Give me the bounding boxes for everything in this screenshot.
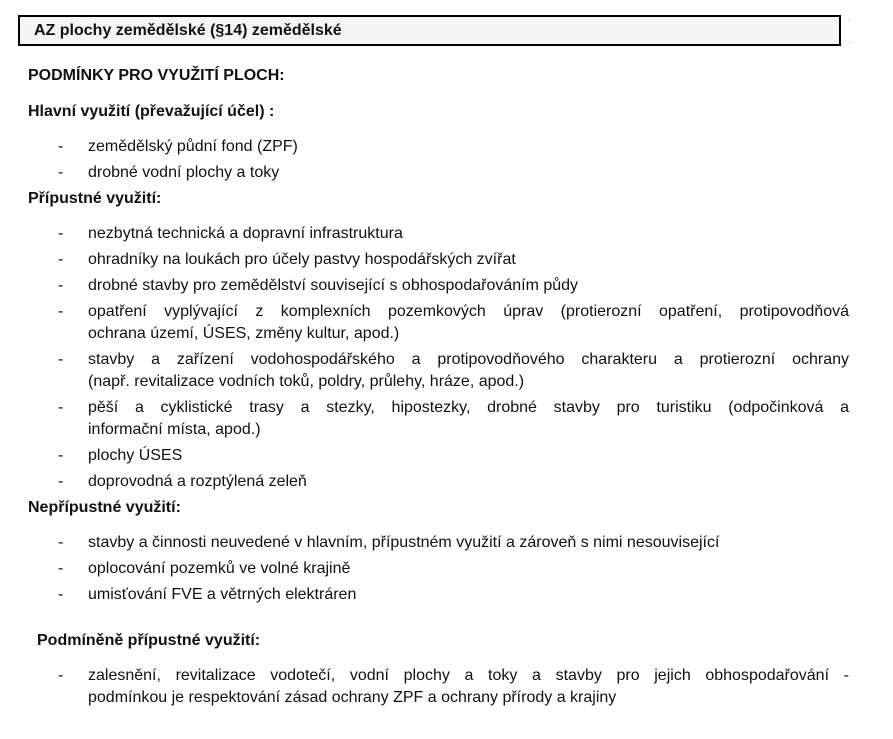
list-item-text <box>88 301 849 345</box>
list-item-text <box>88 532 849 554</box>
list-item-text <box>88 471 849 493</box>
list-item <box>58 349 849 393</box>
list-item-text <box>88 397 849 441</box>
list-item <box>58 665 849 709</box>
list-item-text <box>88 136 849 158</box>
bullet-dash: - <box>58 534 64 551</box>
item-line: umisťování FVE a větrných elektráren <box>88 586 357 603</box>
bullet-dash: - <box>58 225 64 242</box>
list-item-text <box>88 584 849 606</box>
bullet-dash: - <box>58 473 64 490</box>
list-item <box>58 558 849 580</box>
item-line: (např. revitalizace vodních toků, poldry, průlehy, hráze, apod.) <box>88 373 525 390</box>
list-item-text <box>88 223 849 245</box>
list-item <box>58 249 849 271</box>
list-item-text <box>88 558 849 580</box>
bullet-dash: - <box>58 277 64 294</box>
bullet-list <box>0 665 893 709</box>
bullet-dash: - <box>58 586 64 603</box>
list-item <box>58 471 849 493</box>
item-line: zemědělský půdní fond (ZPF) <box>88 138 298 155</box>
item-line: zalesnění, revitalizace vodotečí, vodní plochy a toky a stavby pro jejich obhospodařování - <box>88 667 849 684</box>
item-line: nezbytná technická a dopravní infrastruktura <box>88 225 403 242</box>
item-line: stavby a činnosti neuvedené v hlavním, přípustném využití a zároveň s nimi nesouvisející <box>88 534 720 551</box>
list-item <box>58 397 849 441</box>
bullet-list <box>0 223 893 493</box>
list-item <box>58 275 849 297</box>
bullet-dash: - <box>58 351 64 368</box>
item-line: stavby a zařízení vodohospodářského a protipovodňového charakteru a protierozní ochrany <box>88 351 849 368</box>
item-line: drobné stavby pro zemědělství související s obhospodařováním půdy <box>88 277 579 294</box>
item-line: informační místa, apod.) <box>88 421 261 438</box>
section-heading: Nepřípustné využití: <box>28 499 181 516</box>
list-item-text <box>88 249 849 271</box>
list-item <box>58 136 849 158</box>
bullet-list <box>0 136 893 184</box>
list-item <box>58 445 849 467</box>
list-item-text <box>88 349 849 393</box>
list-item-text <box>88 162 849 184</box>
item-line: plochy ÚSES <box>88 447 183 464</box>
section-heading: Přípustné využití: <box>28 190 162 207</box>
bullet-dash: - <box>58 303 64 320</box>
header-box <box>18 15 841 46</box>
document-page <box>0 15 893 739</box>
bullet-dash: - <box>58 667 64 684</box>
list-item <box>58 162 849 184</box>
crop-handle-artifact: › <box>848 15 851 25</box>
list-item <box>58 223 849 245</box>
header-box-title: AZ plochy zemědělské (§14) zemědělské <box>34 21 342 39</box>
bullet-dash: - <box>58 138 64 155</box>
bullet-list <box>0 532 893 606</box>
bullet-dash: - <box>58 164 64 181</box>
list-item <box>58 301 849 345</box>
bullet-dash: - <box>58 251 64 268</box>
item-line: doprovodná a rozptýlená zeleň <box>88 473 307 490</box>
list-item-text <box>88 275 849 297</box>
document-body <box>0 101 893 709</box>
bullet-dash: - <box>58 399 64 416</box>
bullet-dash: - <box>58 560 64 577</box>
bullet-dash: - <box>58 447 64 464</box>
page-title: PODMÍNKY PRO VYUŽITÍ PLOCH: <box>28 67 285 84</box>
item-line: ochrana území, ÚSES, změny kultur, apod.) <box>88 325 400 342</box>
list-item-text <box>88 665 849 709</box>
list-item-text <box>88 445 849 467</box>
section-heading: Podmíněně přípustné využití: <box>37 632 261 649</box>
item-line: podmínkou je respektování zásad ochrany ZPF a ochrany přírody a krajiny <box>88 689 617 706</box>
crop-handle-artifact: › <box>848 37 851 47</box>
list-item <box>58 532 849 554</box>
item-line: opatření vyplývající z komplexních pozemkových úprav (protierozní opatření, protipovodňová <box>88 303 849 320</box>
item-line: drobné vodní plochy a toky <box>88 164 280 181</box>
item-line: oplocování pozemků ve volné krajině <box>88 560 351 577</box>
item-line: ohradníky na loukách pro účely pastvy hospodářských zvířat <box>88 251 516 268</box>
item-line: pěší a cyklistické trasy a stezky, hipostezky, drobné stavby pro turistiku (odpočinková a <box>88 399 849 416</box>
list-item <box>58 584 849 606</box>
section-heading: Hlavní využití (převažující účel) : <box>28 103 275 120</box>
